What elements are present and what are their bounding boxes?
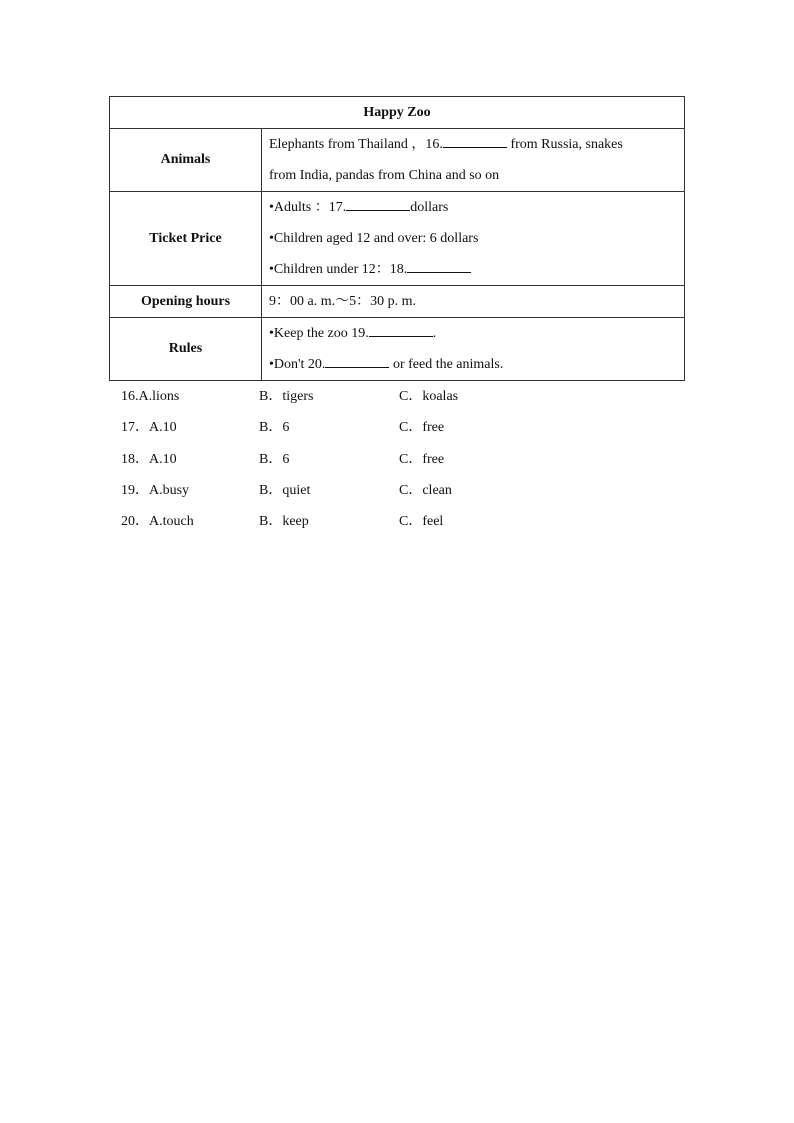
option-b: B．6 [259,420,290,436]
question-20-options [121,506,621,537]
blank-18 [407,257,471,273]
option-c: C．koalas [399,389,459,404]
ticket-price-row [110,192,685,286]
rules-row [110,318,685,381]
option-a: 17．A.10 [121,420,177,436]
option-c: C．free [399,420,445,436]
option-c: C．clean [399,482,452,498]
ticket-price-label: Ticket Price [110,192,262,286]
blank-17 [346,195,410,211]
rules-label: Rules [110,318,262,381]
question-18-options [121,444,621,475]
option-a: 20．A.touch [121,514,194,529]
animals-line-1: Elephants from Thailand ，16. from Russia, snakes [269,129,678,160]
adults-price: • Adults ：17. dollars [269,192,678,223]
option-a: 16.A.lions [121,389,180,404]
table-title: Happy Zoo [110,97,685,129]
option-c: C．free [399,451,445,467]
happy-zoo-table [109,96,685,381]
blank-20 [325,352,389,368]
children-under-price: • Children under 12：18. [269,254,678,285]
opening-hours-value: 9：00 a. m.～5：30 p. m. [262,286,685,318]
question-17-options [121,412,621,443]
opening-hours-row [110,286,685,318]
animals-content [262,129,685,192]
rule-1: • Keep the zoo 19. . [269,318,678,349]
answer-options [121,381,621,537]
option-a: 19．A.busy [121,482,190,498]
option-b: B．quiet [259,482,311,498]
option-c: C．feel [399,514,444,529]
blank-16 [443,132,507,148]
option-a: 18．A.10 [121,451,177,467]
animals-line-2: from India, pandas from China and so on [269,168,500,183]
ticket-price-content [262,192,685,286]
animals-row [110,129,685,192]
option-b: B．tigers [259,389,314,404]
animals-label: Animals [110,129,262,192]
option-b: B．keep [259,514,309,529]
opening-hours-label: Opening hours [110,286,262,318]
children-over-price: • Children aged 12 and over: 6 dollars [269,223,678,254]
table-title-row [110,97,685,129]
rule-2: • Don't 20. or feed the animals. [269,349,678,380]
blank-19 [369,321,433,337]
option-b: B．6 [259,451,290,467]
question-16-options [121,381,621,412]
rules-content [262,318,685,381]
question-19-options [121,475,621,506]
